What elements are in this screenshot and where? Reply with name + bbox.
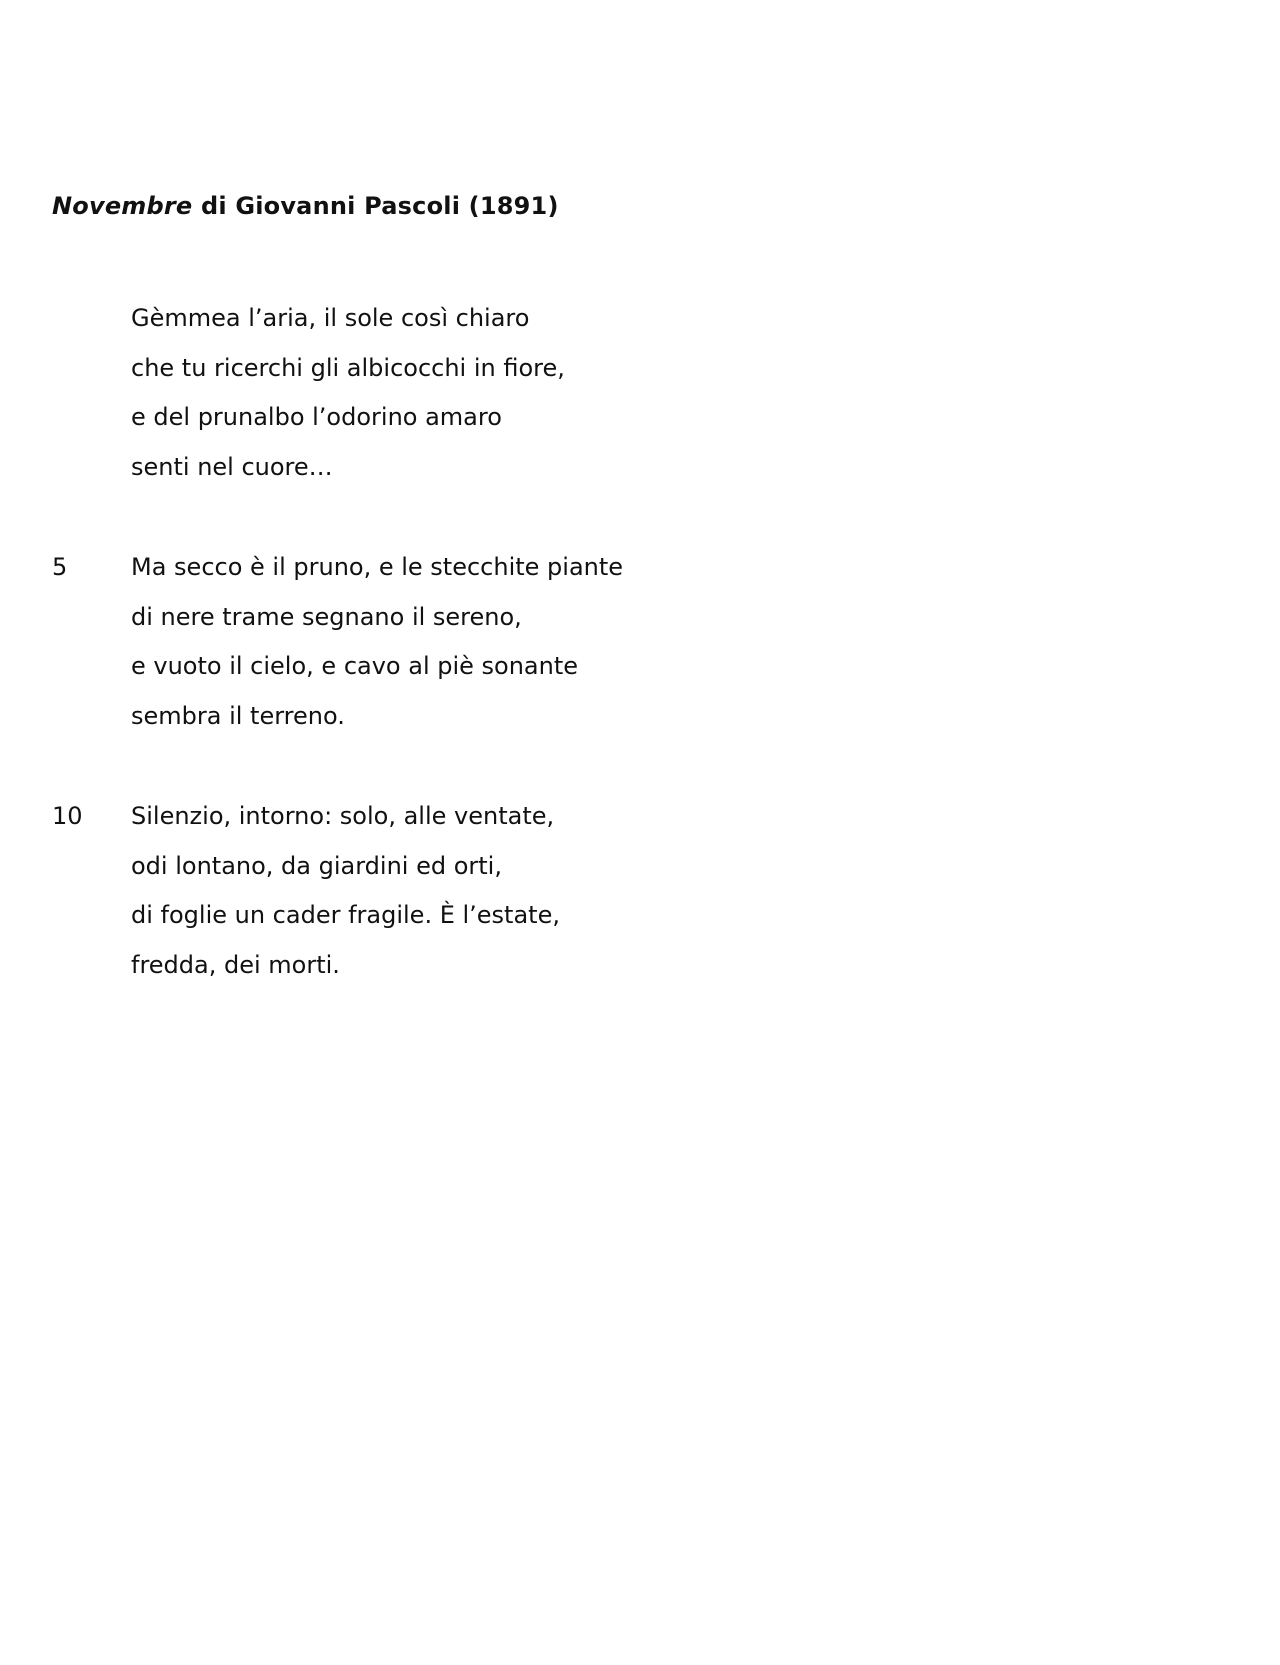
poem-line xyxy=(0,603,1280,653)
line-text: sembra il terreno. xyxy=(131,701,345,730)
poem-title xyxy=(52,192,559,220)
line-text: odi lontano, da giardini ed orti, xyxy=(131,851,502,880)
line-text: Ma secco è il pruno, e le stecchite piante xyxy=(131,553,624,581)
poem-line xyxy=(0,802,1280,852)
poem-line xyxy=(0,354,1280,404)
line-number: 10 xyxy=(52,802,83,830)
line-text: fredda, dei morti. xyxy=(131,950,340,979)
line-number: 5 xyxy=(52,553,68,581)
poem-title-name: Novembre xyxy=(52,192,193,220)
poem-line xyxy=(0,652,1280,702)
line-text: e del prunalbo l’odorino amaro xyxy=(131,403,502,431)
poem-line xyxy=(0,852,1280,902)
poem-line xyxy=(0,702,1280,752)
poem-line xyxy=(0,553,1280,603)
line-text: di nere trame segnano il sereno, xyxy=(131,602,522,631)
poem-line xyxy=(0,403,1280,453)
poem-line xyxy=(0,951,1280,1001)
line-text: che tu ricerchi gli albicocchi in fiore, xyxy=(131,353,565,382)
line-text: di foglie un cader fragile. È l’estate, xyxy=(131,901,560,929)
line-text: Silenzio, intorno: solo, alle ventate, xyxy=(131,802,555,830)
line-text: senti nel cuore… xyxy=(131,452,333,481)
poem-line xyxy=(0,304,1280,354)
stanza-2 xyxy=(0,553,1280,751)
line-text: e vuoto il cielo, e cavo al piè sonante xyxy=(131,652,579,680)
stanza-1 xyxy=(0,304,1280,502)
poem-line xyxy=(0,453,1280,503)
poem-line xyxy=(0,901,1280,951)
stanza-3 xyxy=(0,802,1280,1000)
line-text: Gèmmea l’aria, il sole così chiaro xyxy=(131,304,530,332)
poem-title-author: di Giovanni Pascoli (1891) xyxy=(192,192,559,220)
